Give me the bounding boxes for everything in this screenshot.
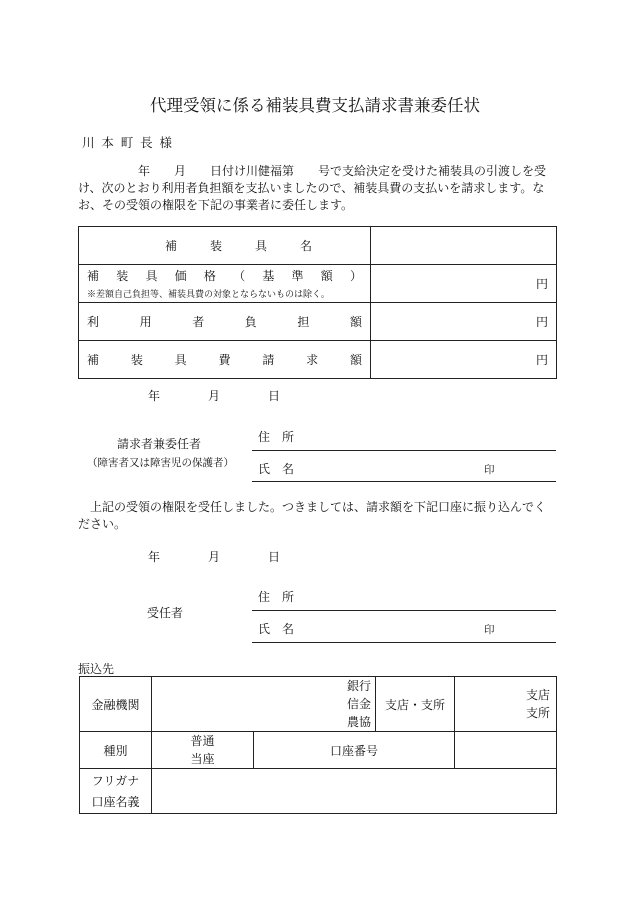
yen-unit: 円 — [535, 315, 548, 329]
document-title: 代理受領に係る補装具費支払請求書兼委任状 — [150, 96, 480, 115]
table-row — [80, 677, 557, 732]
table-row — [79, 227, 557, 265]
bank-type-shinkin: 信金 — [346, 697, 371, 711]
account-name-value-cell[interactable] — [152, 769, 557, 814]
user-burden-label-cell: 利 用 者 負 担 額 — [79, 303, 371, 341]
price-value-cell[interactable] — [371, 265, 557, 303]
claimant-seal: 印 — [484, 464, 495, 476]
agent-name-label: 氏 名 — [258, 622, 295, 636]
claim-label-cell: 補 装 具 費 請 求 額 — [79, 341, 371, 379]
device-cost-table — [78, 226, 557, 379]
agent-address-label: 住 所 — [258, 590, 295, 604]
institution-value-cell[interactable] — [152, 677, 376, 732]
agent-seal: 印 — [484, 624, 495, 636]
yen-unit: 円 — [535, 353, 548, 367]
table-row — [80, 769, 557, 814]
account-name-label-cell — [80, 769, 152, 814]
bank-heading: 振込先 — [78, 662, 115, 676]
account-number-label: 口座番号 — [254, 732, 455, 769]
claimant-name-label: 氏 名 — [258, 462, 295, 476]
date1-day: 日 — [268, 389, 281, 403]
branch-type-office: 支所 — [525, 706, 550, 720]
date2-month: 月 — [208, 550, 221, 564]
claimant-address-label: 住 所 — [258, 430, 295, 444]
account-number-value-cell[interactable] — [455, 732, 557, 769]
table-row — [79, 303, 557, 341]
claim-value-cell[interactable] — [371, 341, 557, 379]
furigana-label: フリガナ — [91, 773, 140, 788]
claimant-address-line[interactable] — [252, 450, 556, 451]
account-type-current: 当座 — [190, 752, 215, 766]
account-name-label: 口座名義 — [91, 794, 140, 809]
institution-label: 金融機関 — [80, 677, 152, 732]
bank-type-bank: 銀行 — [346, 679, 371, 693]
table-row — [79, 265, 557, 303]
price-note: ※差額自己負担等、補装具費の対象とならないものは除く。 — [87, 290, 330, 300]
date1-month: 月 — [208, 389, 221, 403]
claimant-sublabel: （障害者又は障害児の保護者） — [87, 457, 234, 469]
agent-label: 受任者 — [147, 606, 184, 620]
branch-type-branch: 支店 — [525, 688, 550, 702]
date2-day: 日 — [268, 550, 281, 564]
table-row — [80, 732, 557, 769]
item-name-value-cell[interactable] — [371, 227, 557, 265]
price-label-cell: 補 装 具 価 格 （ 基 準 額 ） ※差額自己負担等、補装具費の対象とならないものは除く。 — [79, 265, 371, 303]
bank-table — [79, 676, 557, 814]
branch-label: 支店・支所 — [376, 677, 455, 732]
yen-unit: 円 — [535, 277, 548, 291]
account-type-ordinary: 普通 — [190, 734, 215, 748]
request-paragraph: 年 月 日付け川健福第 号で支給決定を受けた補装具の引渡しを受け、次のとおり利用者負担額を支払いましたので、補装具費の支払いを請求します。なお、その受領の権限を下記の事業者に委任します。 — [78, 164, 547, 212]
bank-type-nokyo: 農協 — [346, 715, 371, 729]
item-name-label-cell: 補 装 具 名 — [79, 227, 371, 265]
agent-name-line[interactable] — [252, 642, 556, 643]
agent-address-line[interactable] — [252, 610, 556, 611]
table-row — [79, 341, 557, 379]
branch-value-cell[interactable] — [455, 677, 557, 732]
claimant-name-line[interactable] — [252, 481, 556, 482]
date2-year: 年 — [148, 550, 161, 564]
user-burden-value-cell[interactable] — [371, 303, 557, 341]
acceptance-paragraph: 上記の受領の権限を受任しました。つきましては、請求額を下記口座に振り込んでください。 — [78, 500, 547, 531]
date1-year: 年 — [148, 389, 161, 403]
type-label: 種別 — [80, 732, 152, 769]
claimant-label: 請求者兼委任者 — [117, 437, 202, 451]
addressee: 川本町長様 — [82, 135, 179, 150]
account-type-cell[interactable] — [152, 732, 254, 769]
